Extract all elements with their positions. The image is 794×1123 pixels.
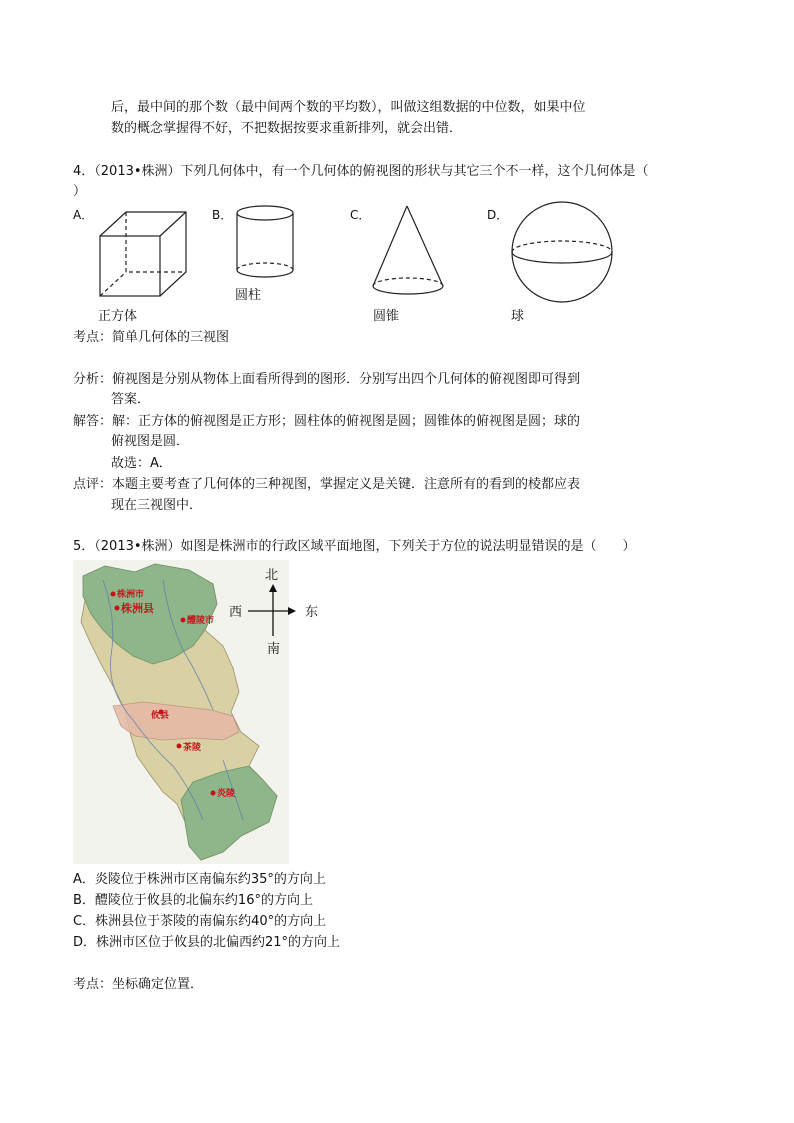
compass-south: 南 [267,642,281,657]
q5-stem: 5．（2013•株洲）如图是株洲市的行政区域平面地图，下列关于方位的说法明显错误的是（ ） [73,539,636,554]
cube-shape [100,212,186,296]
q4-stem-line-1: 4．（2013•株洲）下列几何体中，有一个几何体的俯视图的形状与其它三个不一样，这个几何体是（ [73,164,649,179]
map-label-zhuzhou-city: 株洲市 [117,590,145,600]
q4-solids-figure [90,200,630,304]
q4-jieda-line-2: 俯视图是圆． [111,434,190,449]
map-label-chaling: 茶陵 [183,743,202,753]
q5-option-c: C．株洲县位于茶陵的南偏东约40°的方向上 [73,914,327,929]
compass-west: 西 [229,605,243,620]
q4-option-c-letter: C． [350,208,371,222]
q4-jieda-line-3: 故选：A． [111,456,172,471]
cone-shape [373,206,443,294]
q4-option-d-letter: D． [487,208,509,222]
map-label-zhuzhou-county: 株洲县 [121,602,154,615]
q4-option-c-name: 圆锥 [373,309,400,324]
q5-kaodian: 考点：坐标确定位置． [73,977,204,992]
q4-option-b-letter: B． [212,208,233,222]
q5-option-d: D．株洲市区位于攸县的北偏西约21°的方向上 [73,935,341,950]
q4-dianping-line-2: 现在三视图中． [111,498,203,513]
q4-option-a-name: 正方体 [98,309,138,324]
compass-east: 东 [305,605,319,620]
q4-stem-line-2: ） [73,184,87,199]
sphere-shape [512,202,612,302]
q4-kaodian: 考点：简单几何体的三视图 [73,330,230,345]
compass-rose [248,582,298,638]
intro-line-2: 数的概念掌握得不好，不把数据按要求重新排列，就会出错． [111,121,463,136]
intro-line-1: 后，最中间的那个数（最中间两个数的平均数），叫做这组数据的中位数，如果中位 [111,100,586,115]
q4-option-b-name: 圆柱 [235,288,262,303]
q5-option-b: B．醴陵位于攸县的北偏东约16°的方向上 [73,893,313,908]
q4-dianping-line-1: 点评：本题主要考查了几何体的三种视图，掌握定义是关键．注意所有的看到的棱都应表 [73,477,581,492]
q4-jieda-line-1: 解答：解：正方体的俯视图是正方形；圆柱体的俯视图是圆；圆锥体的俯视图是圆；球的 [73,414,581,429]
map-label-liling: 醴陵市 [187,616,215,626]
q4-fenxi-line-2: 答案． [111,392,151,407]
q5-option-a: A．炎陵位于株洲市区南偏东约35°的方向上 [73,872,326,887]
map-label-yanling: 炎陵 [217,789,236,799]
q4-fenxi-line-1: 分析：俯视图是分别从物体上面看所得到的图形．分别写出四个几何体的俯视图即可得到 [73,372,581,387]
map-label-youxian: 攸县 [151,711,170,721]
q4-option-a-letter: A． [73,208,94,222]
cylinder-shape [237,206,293,277]
compass-north: 北 [265,568,279,583]
q4-option-d-name: 球 [511,309,525,324]
